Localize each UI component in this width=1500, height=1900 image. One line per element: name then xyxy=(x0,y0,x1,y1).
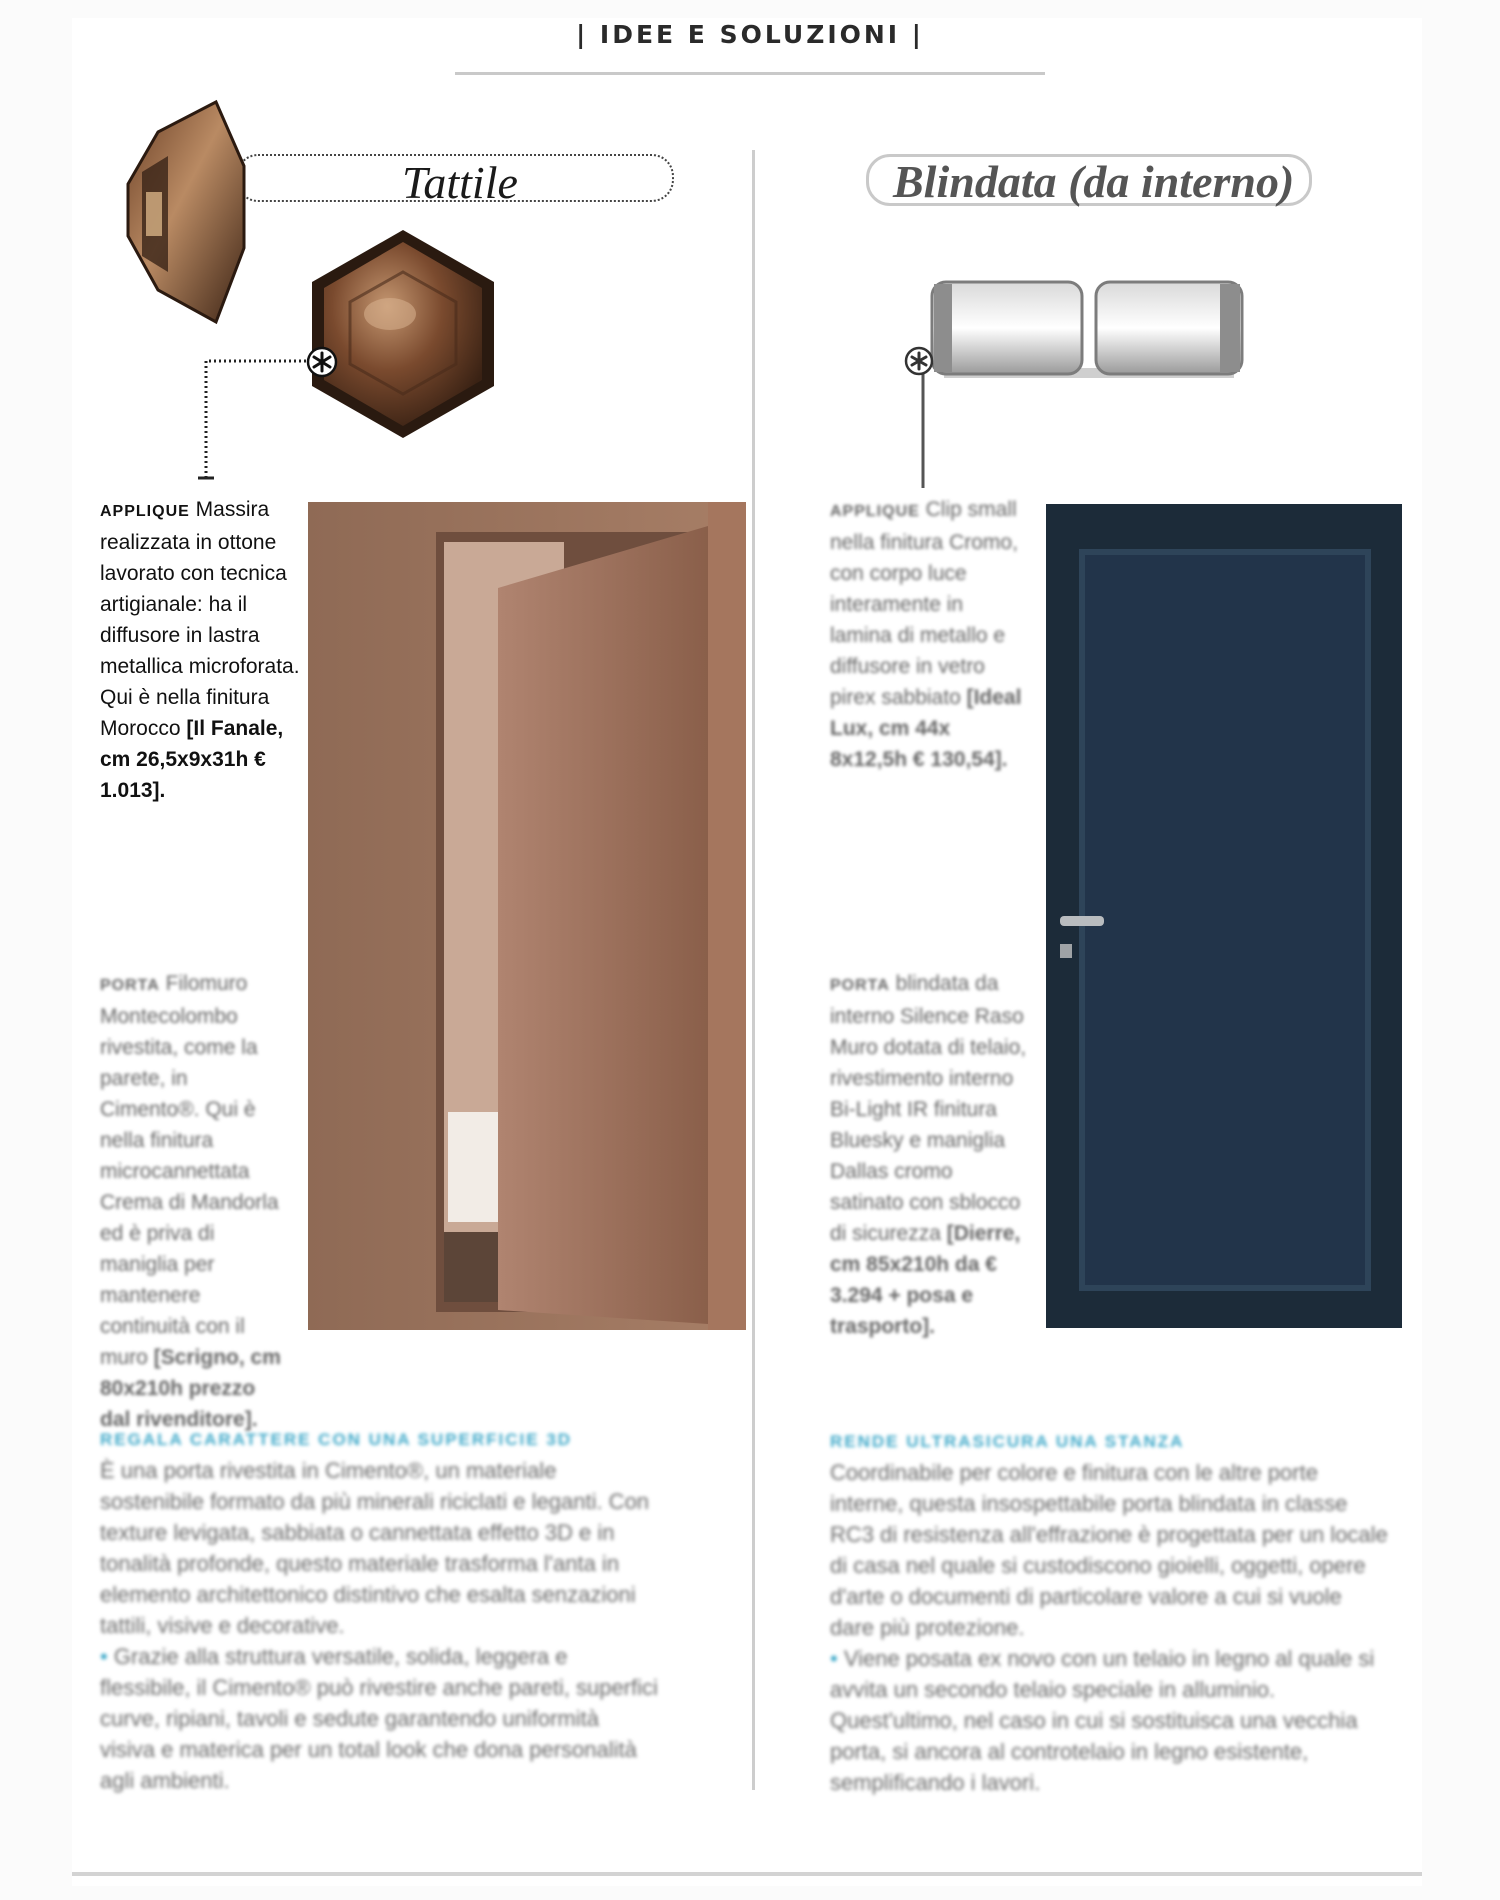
door-blindata-image xyxy=(1046,504,1402,1328)
article-paragraph: È una porta rivestita in Cimento®, un materiale sostenibile formato da più minerali riciclati e leganti. Con texture levigata, sabbiata o cannettata effetto 3D e in tonalità profonde, questo materiale trasforma l'anta in elemento architettonico distintivo che esalta senzazioni tattili, visive e decorative. xyxy=(100,1458,650,1638)
bullet-icon: • xyxy=(100,1644,108,1669)
title-pill-blindata xyxy=(866,154,1312,206)
caption-label: APPLIQUE xyxy=(100,503,190,520)
section-title-right: Blindata (da interno) xyxy=(893,156,1295,207)
title-pill-tattile xyxy=(236,154,674,208)
applique-clip-image xyxy=(924,278,1250,390)
caption-label: APPLIQUE xyxy=(830,503,920,520)
article-kicker: RENDE ULTRASICURA UNA STANZA xyxy=(830,1432,1185,1451)
article-right xyxy=(830,1426,1390,1798)
caption-text: Massira realizzata in ottone lavorato con tecnica artigianale: ha il diffusore in lastra metallica microforata. Qui è nella finitura Morocco xyxy=(100,498,300,740)
bullet-icon: • xyxy=(830,1646,838,1671)
section-header: | IDEE E SOLUZIONI | xyxy=(576,20,924,49)
article-paragraph-text: Grazie alla struttura versatile, solida, leggera e flessibile, il Cimento® può rivestire anche pareti, superfici curve, ripiani, tavoli e sedute garantendo uniformità visiva e materica per un total look che dona personalità agli ambienti. xyxy=(100,1644,658,1793)
section-title-left: Tattile xyxy=(402,157,518,208)
column-divider xyxy=(752,150,755,1790)
caption-credit: [Dierre, cm 85x210h da € 3.294 + posa e trasporto]. xyxy=(830,1222,1021,1338)
article-left xyxy=(100,1424,660,1796)
asterisk-icon xyxy=(904,346,934,376)
article-paragraph-2 xyxy=(830,1643,1390,1798)
caption-text: blindata da interno Silence Raso Muro dotata di telaio, rivestimento interno Bi-Light IR finitura Bluesky e maniglia Dallas cromo satinato con sblocco di sicurezza xyxy=(830,972,1027,1245)
caption-label: PORTA xyxy=(100,977,160,994)
door-cimento-image xyxy=(308,502,746,1330)
footer-rule xyxy=(72,1872,1422,1876)
applique-massira-side-image xyxy=(120,96,250,328)
caption-text: Clip small nella finitura Cromo, con corpo luce interamente in lamina di metallo e diffusore in vetro pirex sabbiato xyxy=(830,498,1018,709)
caption-credit: [Il Fanale, cm 26,5x9x31h € 1.013]. xyxy=(100,717,284,802)
caption-porta-right xyxy=(830,968,1030,1342)
article-kicker: REGALA CARATTERE CON UNA SUPERFICIE 3D xyxy=(100,1430,573,1449)
caption-applique-left xyxy=(100,494,300,806)
header-rule xyxy=(455,72,1045,75)
caption-text: Filomuro Montecolombo rivestita, come la parete, in Cimento®. Qui è nella finitura microcannettata Crema di Mandorla ed è priva di maniglia per mantenere continuità con il muro xyxy=(100,972,279,1369)
article-paragraph: Coordinabile per colore e finitura con le altre porte interne, questa insospettabile porta blindata in classe RC3 di resistenza all'effrazione è progettata per un locale di casa nel quale si custodiscono gioielli, oggetti, opere d'arte o documenti di particolare valore a cui si vuole dare più protezione. xyxy=(830,1460,1388,1640)
caption-applique-right xyxy=(830,494,1030,775)
article-paragraph-2 xyxy=(100,1641,660,1796)
asterisk-icon xyxy=(306,346,338,378)
article-paragraph-text: Viene posata ex novo con un telaio in legno al quale si avvita un secondo telaio speciale in alluminio. Quest'ultimo, nel caso in cui si sostituisca una vecchia porta, si ancora al controtelaio in legno esistente, semplificando i lavori. xyxy=(830,1646,1375,1795)
caption-credit: [Scrigno, cm 80x210h prezzo dal rivenditore]. xyxy=(100,1346,281,1431)
applique-massira-front-image xyxy=(310,228,496,440)
caption-credit: [Ideal Lux, cm 44x 8x12,5h € 130,54]. xyxy=(830,686,1022,771)
caption-porta-left xyxy=(100,968,290,1435)
caption-label: PORTA xyxy=(830,977,890,994)
